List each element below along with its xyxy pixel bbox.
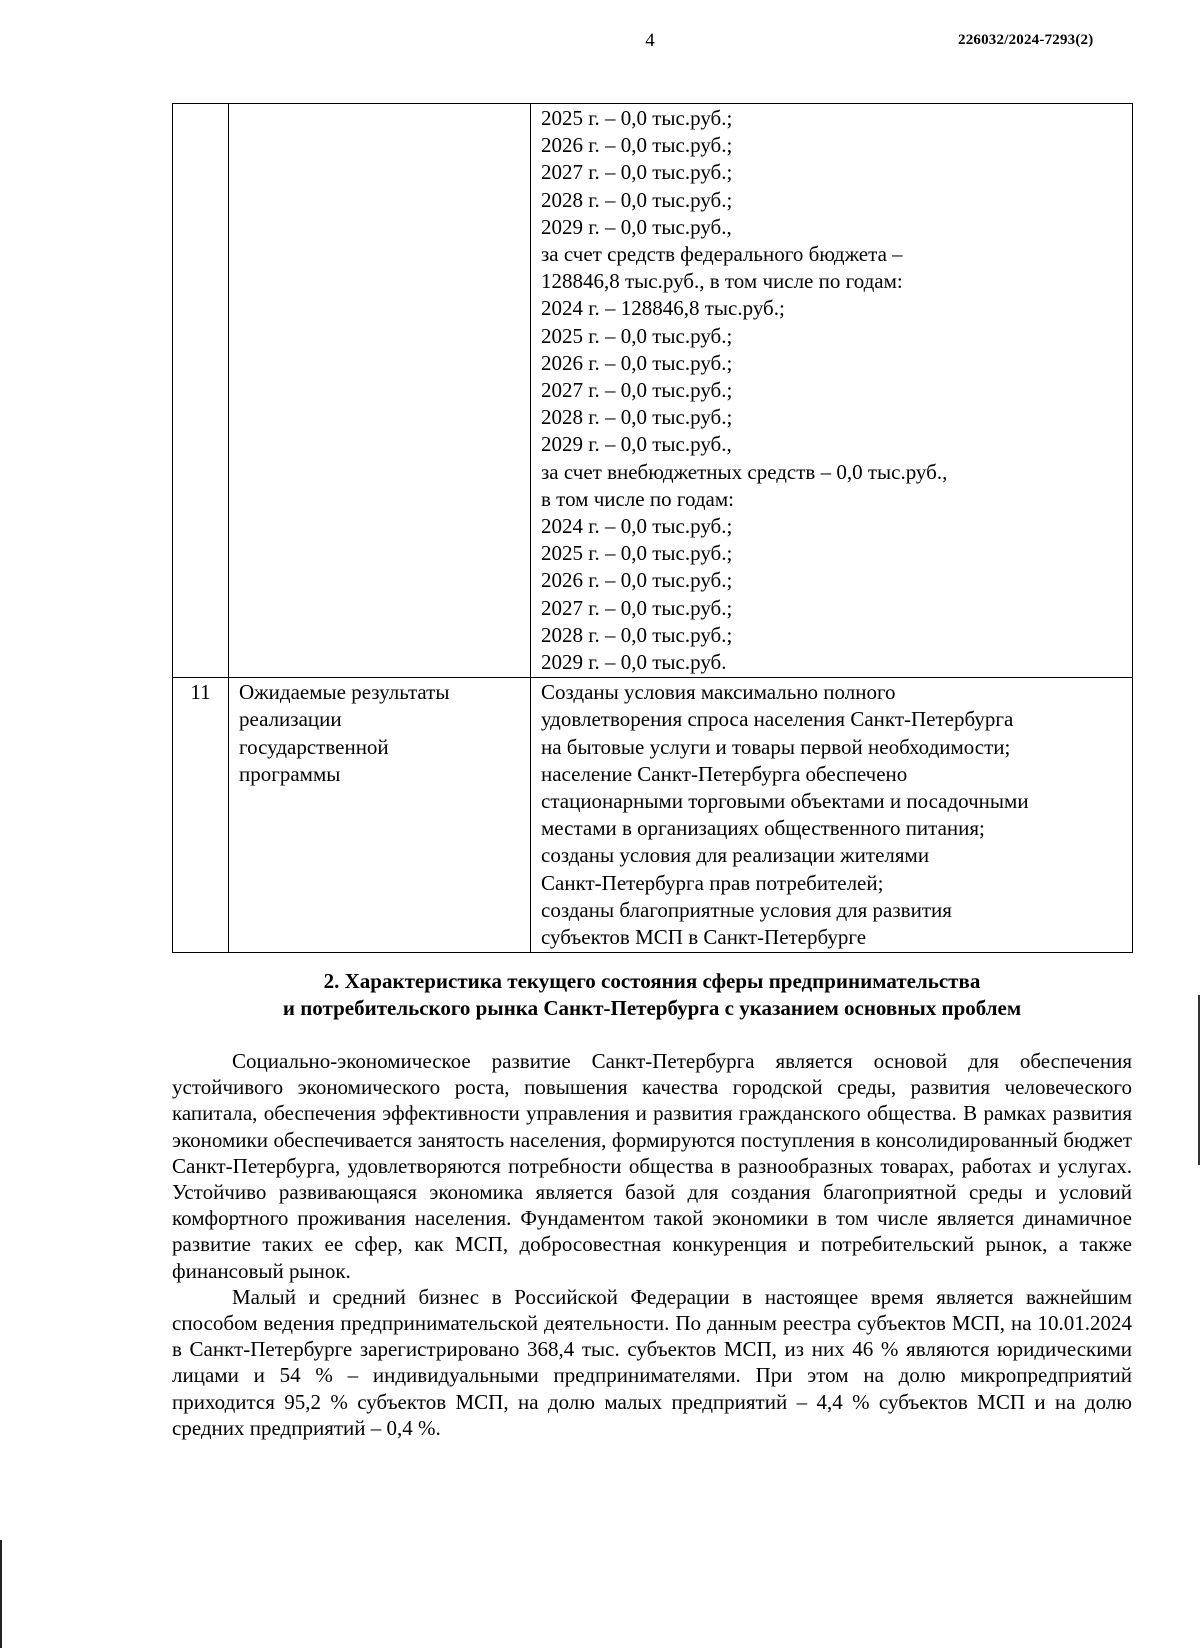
funding-line: 2026 г. – 0,0 тыс.руб.; xyxy=(541,568,733,593)
expected-results-cell xyxy=(531,678,1133,953)
result-line: удовлетворения спроса населения Санкт-Петербурга xyxy=(541,707,1014,732)
result-line: Санкт-Петербурга прав потребителей; xyxy=(541,870,884,895)
funding-line: в том числе по годам: xyxy=(541,486,734,511)
label-line: государственной xyxy=(239,734,389,759)
result-line: стационарными торговыми объектами и посадочными xyxy=(541,789,1029,814)
funding-line: 2028 г. – 0,0 тыс.руб.; xyxy=(541,187,733,212)
program-passport-table xyxy=(172,103,1133,953)
row-number-cell: 11 xyxy=(173,678,229,953)
funding-line: 2025 г. – 0,0 тыс.руб.; xyxy=(541,323,733,348)
result-line: местами в организациях общественного питания; xyxy=(541,816,985,841)
funding-line: 2029 г. – 0,0 тыс.руб., xyxy=(541,432,732,457)
label-line: программы xyxy=(239,761,341,786)
funding-line: 2028 г. – 0,0 тыс.руб.; xyxy=(541,405,733,430)
funding-line: за счет средств федерального бюджета – xyxy=(541,242,903,267)
funding-line: 128846,8 тыс.руб., в том числе по годам: xyxy=(541,269,903,294)
funding-line: 2026 г. – 0,0 тыс.руб.; xyxy=(541,350,733,375)
funding-line: 2027 г. – 0,0 тыс.руб.; xyxy=(541,160,733,185)
row-label-cell xyxy=(229,104,531,678)
funding-line: за счет внебюджетных средств – 0,0 тыс.руб., xyxy=(541,459,948,484)
page-number: 4 xyxy=(645,30,655,51)
table-row xyxy=(173,104,1133,678)
result-line: на бытовые услуги и товары первой необходимости; xyxy=(541,734,1011,759)
funding-line: 2024 г. – 128846,8 тыс.руб.; xyxy=(541,296,785,321)
label-line: реализации xyxy=(239,707,342,732)
result-line: созданы благоприятные условия для развития xyxy=(541,897,952,922)
funding-line: 2029 г. – 0,0 тыс.руб. xyxy=(541,650,727,675)
section-body xyxy=(172,1048,1132,1441)
section-title xyxy=(172,968,1132,1022)
row-label-cell xyxy=(229,678,531,953)
document-id: 226032/2024-7293(2) xyxy=(958,32,1094,48)
body-paragraph: Социально-экономическое развитие Санкт-Петербурга является основой для обеспечения устойчивого экономического роста, повышения качества городской среды, развития человеческого капитала, обеспечения эффективности управления и развития гражданского общества. В рамках развития экономики обеспечивается занятость населения, формируются поступления в консолидированный бюджет Санкт-Петербурга, удовлетворяются потребности общества в разнообразных товарах, работах и услугах. Устойчиво развивающаяся экономика является базой для создания благоприятной среды и условий комфортного проживания населения. Фундаментом такой экономики в том числе является динамичное развитие таких ее сфер, как МСП, добросовестная конкуренция и потребительский рынок, а также финансовый рынок. xyxy=(172,1049,1132,1283)
section-title-line: 2. Характеристика текущего состояния сферы предпринимательства xyxy=(323,969,981,993)
result-line: Созданы условия максимально полного xyxy=(541,680,896,705)
funding-line: 2025 г. – 0,0 тыс.руб.; xyxy=(541,106,733,130)
section-title-line: и потребительского рынка Санкт-Петербурга с указанием основных проблем xyxy=(282,996,1022,1020)
label-line: Ожидаемые результаты xyxy=(239,680,450,705)
funding-line: 2026 г. – 0,0 тыс.руб.; xyxy=(541,133,733,158)
funding-line: 2028 г. – 0,0 тыс.руб.; xyxy=(541,622,733,647)
funding-line: 2027 г. – 0,0 тыс.руб.; xyxy=(541,595,733,620)
funding-cell xyxy=(531,104,1133,678)
result-line: население Санкт-Петербурга обеспечено xyxy=(541,761,908,786)
funding-line: 2027 г. – 0,0 тыс.руб.; xyxy=(541,378,733,403)
body-paragraph: Малый и средний бизнес в Российской Федерации в настоящее время является важнейшим способом ведения предпринимательской деятельности. По данным реестра субъектов МСП, на 10.01.2024 в Санкт-Петербурге зарегистрировано 368,4 тыс. субъектов МСП, из них 46 % являются юридическими лицами и 54 % – индивидуальными предпринимателями. При этом на долю микропредприятий приходится 95,2 % субъектов МСП, на долю малых предприятий – 4,4 % субъектов МСП и на долю средних предприятий – 0,4 %. xyxy=(172,1284,1132,1440)
funding-line: 2024 г. – 0,0 тыс.руб.; xyxy=(541,514,733,539)
funding-line: 2029 г. – 0,0 тыс.руб., xyxy=(541,214,732,239)
result-line: созданы условия для реализации жителями xyxy=(541,843,930,868)
row-number-cell xyxy=(173,104,229,678)
table-row xyxy=(173,678,1133,953)
result-line: субъектов МСП в Санкт-Петербурге xyxy=(541,925,867,950)
funding-line: 2025 г. – 0,0 тыс.руб.; xyxy=(541,541,733,566)
scan-edge-mark xyxy=(0,1540,2,1648)
